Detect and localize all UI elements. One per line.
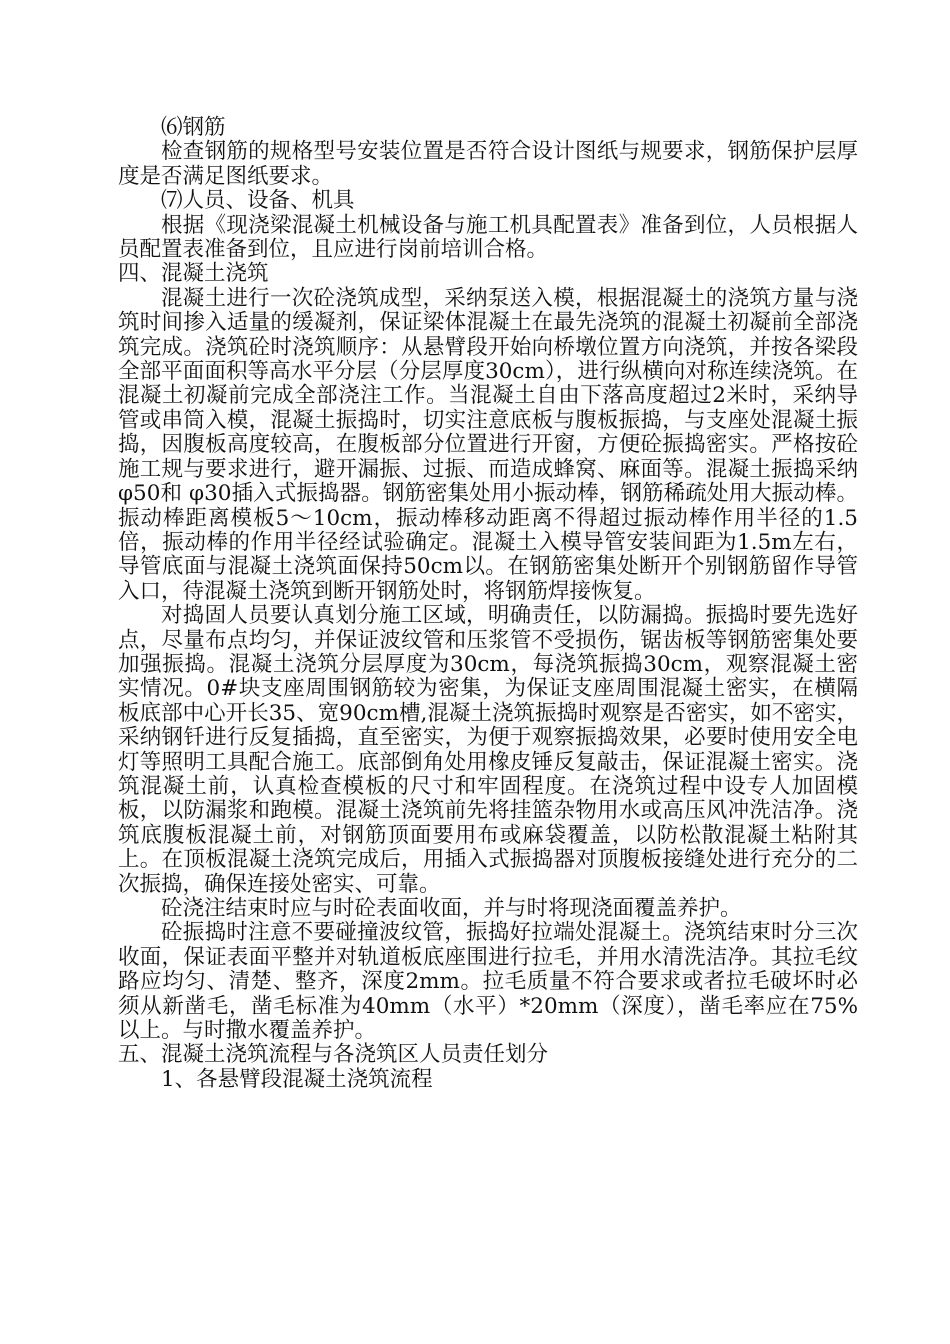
- paragraph-rebar-check: 检查钢筋的规格型号安装位置是否符合设计图纸与规要求，钢筋保护层厚度是否满足图纸要求。: [118, 139, 858, 189]
- paragraph-pouring-process: 混凝土进行一次砼浇筑成型，采纳泵送入模，根据混凝土的浇筑方量与浇筑时间掺入适量的缓凝剂，保证梁体混凝土在最先浇筑的混凝土初凝前全部浇筑完成。浇筑砼时浇筑顺序：从悬臂段开始向桥墩位置方向浇筑，并按各梁段全部平面面积等高水平分层（分层厚度30cm），进行纵横向对称连续浇筑。在混凝土初凝前完成全部浇注工作。当混凝土自由下落高度超过2米时，采纳导管或串筒入模，混凝土振捣时，切实注意底板与腹板振捣，与支座处混凝土振捣，因腹板高度较高，在腹板部分位置进行开窗，方便砼振捣密实。严格按砼施工规与要求进行，避开漏振、过振、而造成蜂窝、麻面等。混凝土振捣采纳 φ50和 φ30插入式振捣器。钢筋密集处用小振动棒，钢筋稀疏处用大振动棒。振动棒距离模板5～10cm，振动棒移动距离不得超过振动棒作用半径的1.5倍，振动棒的作用半径经试验确定。混凝土入模导管安装间距为1.5m左右，导管底面与混凝土浇筑面保持50cm以。在钢筋密集处断开个别钢筋留作导管入口，待混凝土浇筑到断开钢筋处时，将钢筋焊接恢复。: [118, 285, 858, 604]
- paragraph-vibration-crew: 对捣固人员要认真划分施工区域，明确责任，以防漏捣。振捣时要先选好点，尽量布点均匀，并保证波纹管和压浆管不受损伤，锯齿板等钢筋密集处要加强振捣。混凝土浇筑分层厚度为30cm，每浇筑振捣30cm，观察混凝土密实情况。0#块支座周围钢筋较为密集，为保证支座周围混凝土密实，在横隔板底部中心开长35、宽90cm槽,混凝土浇筑振捣时观察是否密实，如不密实，采纳钢钎进行反复插捣，直至密实，为便于观察振捣效果，必要时使用安全电灯等照明工具配合施工。底部倒角处用橡皮锤反复敲击，保证混凝土密实。浇筑混凝土前，认真检查模板的尺寸和牢固程度。在浇筑过程中设专人加固模板，以防漏浆和跑模。混凝土浇筑前先将挂篮杂物用水或高压风冲洗洁净。浇筑底腹板混凝土前，对钢筋顶面要用布或麻袋覆盖，以防松散混凝土粘附其上。在顶板混凝土浇筑完成后，用插入式振捣器对顶腹板接缝处进行充分的二次振捣，确保连接处密实、可靠。: [118, 603, 858, 897]
- subheading-personnel-equipment: ⑺人员、设备、机具: [161, 188, 355, 214]
- paragraph-personnel-prep: 根据《现浇梁混凝土机械设备与施工机具配置表》准备到位，人员根据人员配置表准备到位，且应进行岗前培训合格。: [118, 212, 858, 263]
- subheading-cantilever-flow: 1、各悬臂段混凝土浇筑流程: [161, 1066, 433, 1092]
- subheading-rebar: ⑹钢筋: [161, 115, 226, 140]
- document-page: [118, 116, 858, 1092]
- section-heading-concrete-pouring: 四、混凝土浇筑: [118, 261, 269, 287]
- paragraph-surface-finishing: 砼浇注结束时应与时砼表面收面，并与时将现浇面覆盖养护。: [161, 896, 742, 921]
- paragraph-vibration-caution: 砼振捣时注意不要碰撞波纹管，振捣好拉端处混凝土。浇筑结束时分三次收面，保证表面平整并对轨道板底座围进行拉毛，并用水清洗洁净。其拉毛纹路应均匀、清楚、整齐，深度2mm。拉毛质量不符合要求或者拉毛破坏时必须从新凿毛，凿毛标准为40mm（水平）*20mm（深度），凿毛率应在75%以上。与时撒水覆盖养护。: [118, 920, 858, 1044]
- section-heading-pouring-flow: 五、混凝土浇筑流程与各浇筑区人员责任划分: [118, 1042, 549, 1068]
